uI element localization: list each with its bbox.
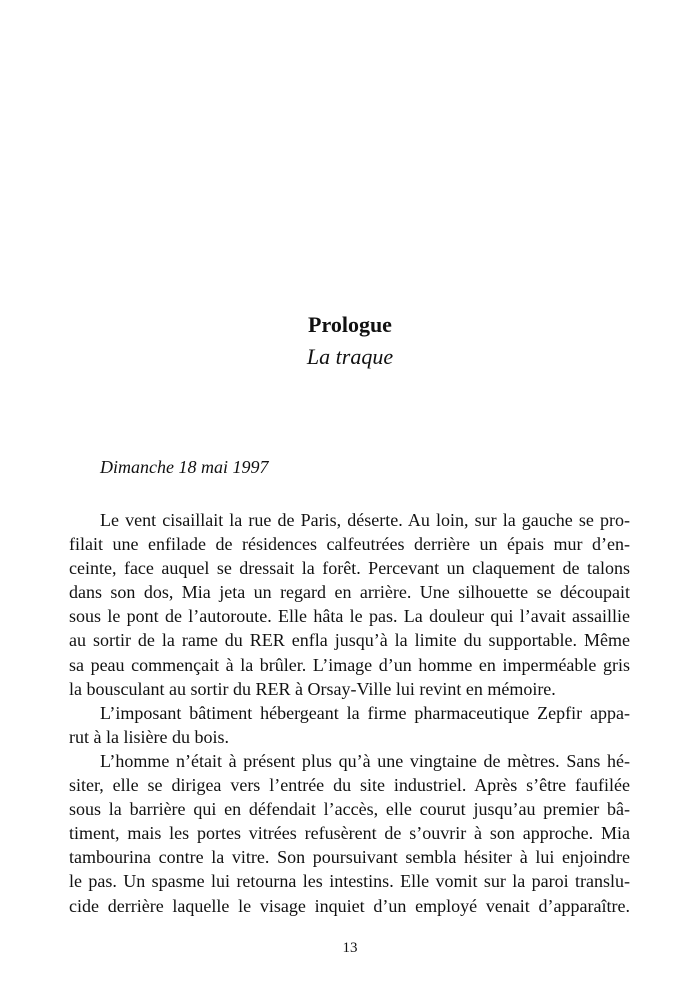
text-line: au sortir de la rame du RER enfla jusqu’à la limite du supportable. Même xyxy=(69,630,630,651)
text-line: siter, elle se dirigea vers l’entrée du site industriel. Après s’être faufilée xyxy=(69,775,630,796)
paragraph-3 xyxy=(69,749,630,918)
paragraph-1 xyxy=(69,508,630,701)
text-line: ceinte, face auquel se dressait la forêt. Percevant un claquement de talons xyxy=(69,558,630,579)
paragraph-2 xyxy=(69,701,630,749)
text-line: la bousculant au sortir du RER à Orsay-Ville lui revint en mémoire. xyxy=(69,678,556,699)
chapter-title: Prologue xyxy=(308,312,392,337)
body-text xyxy=(69,508,630,918)
chapter-subtitle: La traque xyxy=(306,344,394,369)
text-line: L’homme n’était à présent plus qu’à une vingtaine de mètres. Sans hé- xyxy=(100,750,630,771)
text-line: dans son dos, Mia jeta un regard en arrière. Une silhouette se découpait xyxy=(69,582,630,603)
text-line: sa peau commençait à la brûler. L’image d’un homme en imperméable gris xyxy=(69,654,630,675)
page-number: 13 xyxy=(342,940,358,956)
text-line: Le vent cisaillait la rue de Paris, déserte. Au loin, sur la gauche se pro- xyxy=(100,510,630,530)
text-line: sous le pont de l’autoroute. Elle hâta le pas. La douleur qui l’avait assaillie xyxy=(69,606,630,627)
dateline: Dimanche 18 mai 1997 xyxy=(100,457,269,477)
text-line: cide derrière laquelle le visage inquiet d’un employé venait d’apparaître. xyxy=(69,895,630,916)
text-line: timent, mais les portes vitrées refusèrent de s’ouvrir à son approche. Mia xyxy=(69,823,630,844)
text-line: le pas. Un spasme lui retourna les intestins. Elle vomit sur la paroi translu- xyxy=(69,871,630,892)
text-line: tambourina contre la vitre. Son poursuivant sembla hésiter à lui enjoindre xyxy=(69,847,630,868)
text-line: rut à la lisière du bois. xyxy=(69,726,229,747)
text-line: sous la barrière qui en défendait l’accès, elle courut jusqu’au premier bâ- xyxy=(69,799,630,820)
text-line: L’imposant bâtiment hébergeant la firme pharmaceutique Zepfir appa- xyxy=(100,702,630,723)
text-line: filait une enfilade de résidences calfeutrées derrière un épais mur d’en- xyxy=(69,534,630,555)
